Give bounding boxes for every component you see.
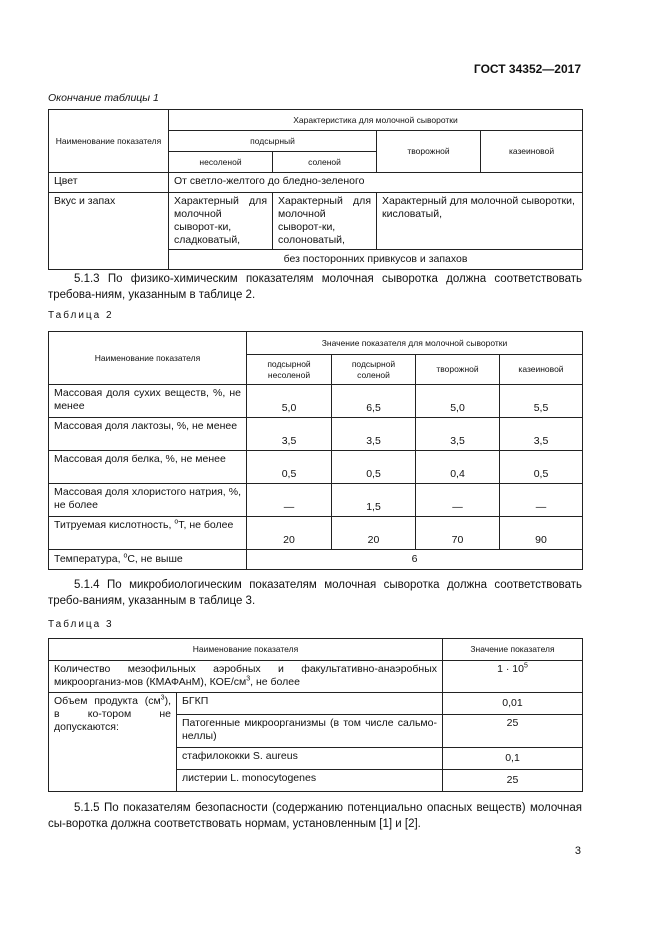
t2-group-header: Значение показателя для молочной сыворотки	[247, 332, 583, 355]
t3-row-name: БГКП	[177, 693, 443, 715]
t3-cell: $1 \cdot 10^5$	[443, 661, 583, 693]
t3-cell: 25	[443, 770, 583, 792]
t1-row-name: Цвет	[49, 173, 169, 193]
table3-caption: Таблица 3	[48, 619, 114, 630]
t2-cell: 3,5	[332, 418, 416, 451]
t2-cell: 20	[332, 517, 416, 550]
t3-row-name: листерии L. monocytogenes	[177, 770, 443, 792]
t2-cell: 5,0	[247, 385, 332, 418]
t2-row-name: Массовая доля белка, %, не менее	[49, 451, 247, 484]
t2-row-name: Массовая доля лактозы, %, не менее	[49, 418, 247, 451]
t2-cell: 20	[247, 517, 332, 550]
t2-cell: 5,0	[416, 385, 500, 418]
t2-cell: 90	[500, 517, 583, 550]
t2-cell: —	[247, 484, 332, 517]
t2-cell: 0,4	[416, 451, 500, 484]
paragraph-5-1-4: 5.1.4 По микробиологическим показателям молочная сыворотка должна соответствовать требо-ваниям, указанным в таблице 3.	[48, 579, 582, 607]
t2-row-name: Температура, $^о$С, не выше	[49, 550, 247, 570]
t2-row-name: Массовая доля хлористого натрия, %, не более	[49, 484, 247, 517]
t1-tvorozhnoy-header: творожной	[377, 131, 481, 173]
t2-cell: 3,5	[416, 418, 500, 451]
t2-col-header: подсырной соленой	[332, 355, 416, 385]
t2-cell: 1,5	[332, 484, 416, 517]
t3-cell: 0,1	[443, 748, 583, 770]
t2-col-header: подсырной несоленой	[247, 355, 332, 385]
t3-cell: 25	[443, 715, 583, 748]
standard-code: ГОСТ 34352—2017	[473, 62, 581, 76]
t2-cell: —	[416, 484, 500, 517]
t2-col-header: казеиновой	[500, 355, 583, 385]
t2-cell: 3,5	[247, 418, 332, 451]
t2-cell: 0,5	[247, 451, 332, 484]
t2-cell: —	[500, 484, 583, 517]
t3-row-name: Количество мезофильных аэробных и факультативно-анаэробных микроорганиз-мов (КМАФАнМ), КОЕ/$см^3$, не более	[49, 661, 443, 693]
table1-caption: Окончание таблицы 1	[48, 92, 159, 104]
t3-row-name: Патогенные микроорганизмы (в том числе сальмо-неллы)	[177, 715, 443, 748]
table1	[48, 109, 583, 270]
table2	[48, 331, 583, 570]
t3-volume-label: Объем продукта $(см^3)$, в ко-тором не допускаются:	[49, 693, 177, 792]
t1-row-value: От светло-желтого до бледно-зеленого	[169, 173, 583, 193]
t1-cell: Характерный для молочной сыворотки, кисловатый,	[377, 193, 583, 250]
t2-cell: 5,5	[500, 385, 583, 418]
page-number: 3	[574, 845, 581, 857]
t1-cell: Характерный для молочной сыворот-ки, солоноватый,	[273, 193, 377, 250]
t2-col-header: творожной	[416, 355, 500, 385]
t1-row-name: Вкус и запах	[49, 193, 169, 270]
t3-col-value: Значение показателя	[443, 639, 583, 661]
t1-col-name: Наименование показателя	[49, 110, 169, 173]
t3-cell: 0,01	[443, 693, 583, 715]
t2-cell: 0,5	[332, 451, 416, 484]
t2-cell: 3,5	[500, 418, 583, 451]
t1-cell: Характерный для молочной сыворот-ки, сладковатый,	[169, 193, 273, 250]
table3	[48, 638, 583, 792]
paragraph-5-1-3: 5.1.3 По физико-химическим показателям молочная сыворотка должна соответствовать требова-ниям, указанным в таблице 2.	[48, 273, 582, 301]
t1-unsalted-header: несоленой	[169, 152, 273, 173]
t2-col-name: Наименование показателя	[49, 332, 247, 385]
t3-col-name: Наименование показателя	[49, 639, 443, 661]
t1-podsyrnoy-header: подсырный	[169, 131, 377, 152]
t2-cell: 70	[416, 517, 500, 550]
t2-cell: 6,5	[332, 385, 416, 418]
t3-row-name: стафилококки S. aureus	[177, 748, 443, 770]
t1-kazeinovoy-header: казеиновой	[481, 131, 583, 173]
t2-row-name: Титруемая кислотность, $^о$Т, не более	[49, 517, 247, 550]
t1-group-header: Характеристика для молочной сыворотки	[169, 110, 583, 131]
t2-cell: 6	[247, 550, 583, 570]
paragraph-5-1-5: 5.1.5 По показателям безопасности (содержанию потенциально опасных веществ) молочная сы-воротка должна соответствовать нормам, установленным [1] и [2].	[48, 802, 582, 830]
t2-cell: 0,5	[500, 451, 583, 484]
table2-caption: Таблица 2	[48, 310, 114, 321]
t2-row-name: Массовая доля сухих веществ, %, не менее	[49, 385, 247, 418]
t1-common-cell: без посторонних привкусов и запахов	[169, 250, 583, 270]
t1-salted-header: соленой	[273, 152, 377, 173]
